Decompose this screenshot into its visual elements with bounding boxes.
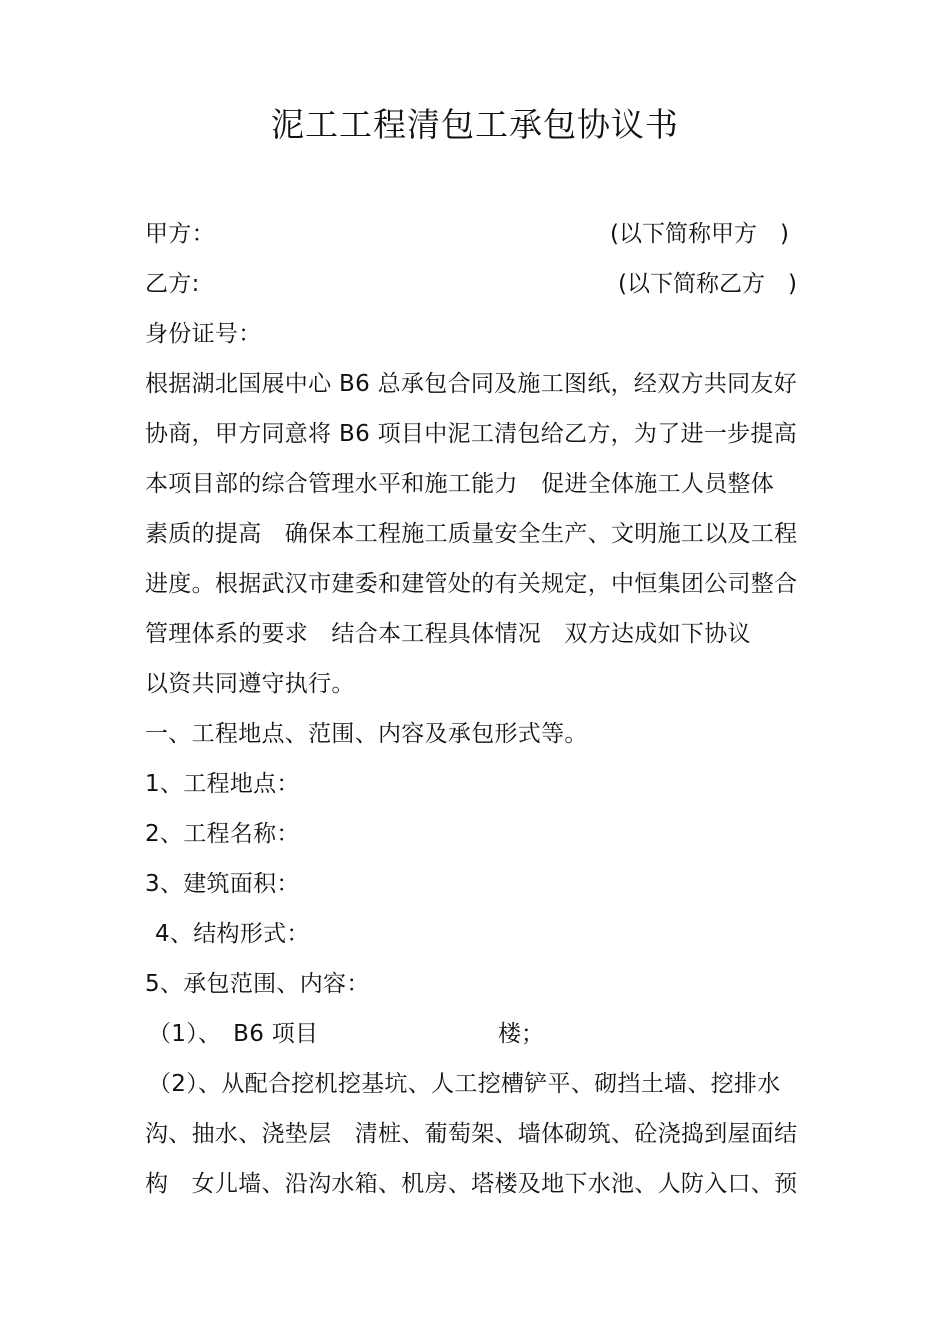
item-location: 1、工程地点：: [145, 771, 300, 797]
preamble-line: 根据湖北国展中心 B6 总承包合同及施工图纸，经双方共同友好: [145, 371, 798, 397]
sub-item-2-line: 沟、抽水、浇垫层 清桩、葡萄架、墙体砌筑、砼浇捣到屋面结: [145, 1121, 798, 1147]
party-a-label: 甲方：: [145, 221, 215, 247]
id-number-label: 身份证号：: [145, 321, 262, 347]
party-b-label: 乙方:: [145, 271, 200, 297]
party-b-note: (以下简称乙方 ): [618, 271, 797, 297]
preamble-line: 协商，甲方同意将 B6 项目中泥工清包给乙方，为了进一步提高: [145, 421, 798, 447]
sub-item-1-prefix: （1）、 B6 项目: [148, 1021, 319, 1047]
party-a-note: (以下简称甲方 ): [610, 221, 789, 247]
item-name: 2、工程名称：: [145, 821, 300, 847]
sub-item-1-suffix: 楼；: [498, 1021, 544, 1047]
item-structure: 4、结构形式：: [155, 921, 310, 947]
item-scope: 5、承包范围、内容：: [145, 971, 370, 997]
document-title: 泥工工程清包工承包协议书: [271, 105, 679, 144]
preamble-line: 进度。根据武汉市建委和建管处的有关规定，中恒集团公司整合: [145, 571, 798, 597]
preamble-line: 素质的提高 确保本工程施工质量安全生产、文明施工以及工程: [145, 521, 798, 547]
preamble-line: 本项目部的综合管理水平和施工能力 促进全体施工人员整体: [145, 471, 775, 497]
section-heading: 一、工程地点、范围、内容及承包形式等。: [145, 721, 588, 747]
item-area: 3、建筑面积：: [145, 871, 300, 897]
preamble-line: 管理体系的要求 结合本工程具体情况 双方达成如下协议: [145, 621, 751, 647]
sub-item-2-line: 构 女儿墙、沿沟水箱、机房、塔楼及地下水池、人防入口、预: [145, 1171, 798, 1197]
sub-item-2-line: （2）、从配合挖机挖基坑、人工挖槽铲平、砌挡土墙、挖排水: [148, 1071, 781, 1097]
preamble-line: 以资共同遵守执行。: [145, 671, 355, 697]
